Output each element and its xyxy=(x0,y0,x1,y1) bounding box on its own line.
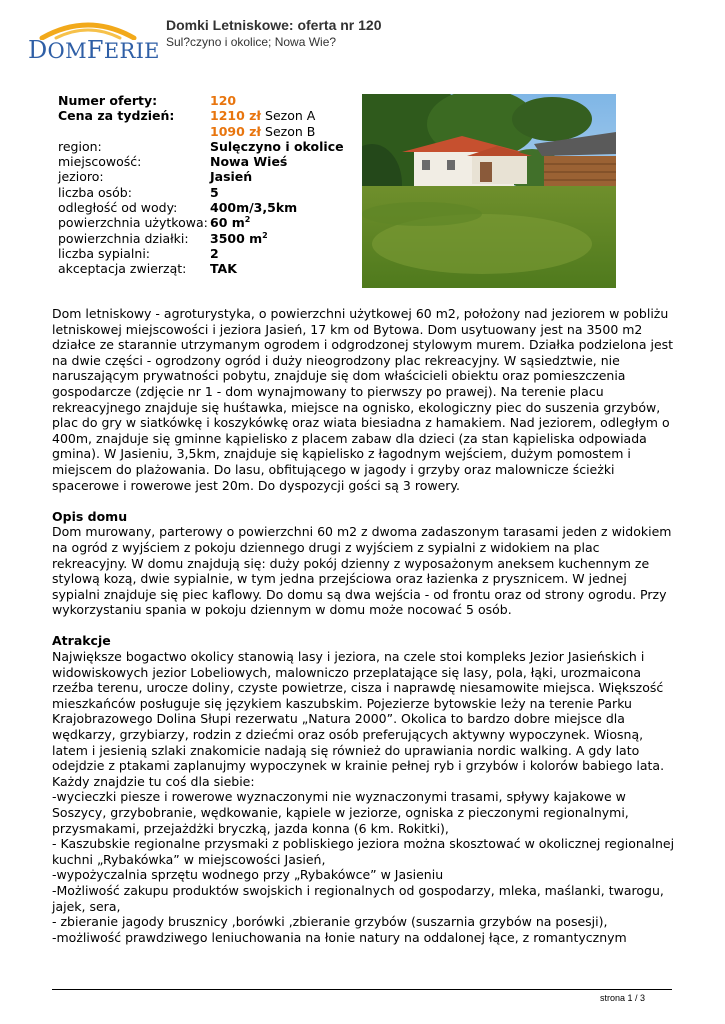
bedrooms-row xyxy=(58,246,344,261)
plot-area-label: powierzchnia działki: xyxy=(58,230,189,246)
persons-label: liczba osób: xyxy=(58,184,132,200)
season-a-label: Sezon A xyxy=(261,108,316,124)
price-label: Cena za tydzień: xyxy=(58,108,175,124)
region-value: Sulęczyno i okolice xyxy=(210,138,344,154)
document-title: Domki Letniskowe: oferta nr 120 xyxy=(166,17,382,33)
list-item: -Możliwość zakupu produktów swojskich i regionalnych od gospodarzy, mleka, maślanki, twarogu, jajek, sera, xyxy=(52,882,664,914)
attractions-section-heading: Atrakcje xyxy=(52,633,111,649)
town-value: Nowa Wieś xyxy=(210,154,288,170)
price-b-row xyxy=(58,124,344,139)
region-label: region: xyxy=(58,138,102,154)
document-subtitle: Sul?czyno i okolice; Nowa Wie? xyxy=(166,35,337,49)
intro-paragraph: Dom letniskowy - agroturystyka, o powierzchni użytkowej 60 m2, położony nad jeziorem w pobliżu letniskowej miejscowości i jeziora Jasień, 17 km od Bytowa. Dom usytuowany jest na 3500 m2 działce ze starannie utrzymanym ogrodem i odgrodzonej stylowym murem. Działka podzielona jest na dwie części - ogrodzony ogród i duży nieogrodzony plac rekreacyjny. W sąsiedztwie, nie naruszającym prywatności pobytu, znajduje się dom właścicieli obiektu oraz pomieszczenia gospodarcze (zdjęcie nr 1 - dom wynajmowany to pierwszy po prawej). Na terenie placu rekreacyjnego znajduje się huśtawka, miejsce na ognisko, ekologiczny piec do suszenia grzybów, plac do gry w siatkówkę i koszykówkę oraz wiata biesiadna z hamakiem. Nad jeziorem, odległym o 400m, znajduje się gminne kąpielisko z placem zabaw dla dzieci (za stan kąpieliska odpowiada gmina). W Jasieniu, 3,5km, znajduje się kąpielisko z łagodnym wejściem, dużym pomostem i miejscem do plażowania. Do lasu, obfitującego w jagody i grzyby oraz malownicze ścieżki spacerowe i rowerowe jest 20m. Do dyspozycji gości są 3 rowery. xyxy=(52,306,674,493)
house-paragraph: Dom murowany, parterowy o powierzchni 60 m2 z dwoma zadaszonym tarasami jeden z widokiem na ogród z wyjściem z pokoju dziennego drugi z wyjściem z sypialni z widokiem na plac rekreacyjny. W domu znajdują się: duży pokój dzienny z wyposażonym aneksem kuchennym ze stylową kozą, dwie sypialnie, w tym jedna przejściowa oraz łazienka z prysznicem. W jednej sypialni znajduje się piec kaflowy. Do domu są dwa wejścia - od frontu oraz od strony ogrodu. Przy wykorzystaniu spania w pokoju dziennym w domu może nocować 5 osób. xyxy=(52,524,672,618)
bedrooms-value: 2 xyxy=(210,245,219,261)
town-label: miejscowość: xyxy=(58,154,142,170)
offer-number-row xyxy=(58,93,344,108)
list-item: -wycieczki piesze i rowerowe wyznaczonymi nie wyznaczonymi trasami, spływy kajakowe w Soszycy, grzybobranie, wędkowanie, kąpiele w jeziorze, ogniska z pieczonymi regionalnymi, przysmakami, przejażdżki bryczką, jazda konna (6 km. Rokitki), xyxy=(52,789,629,836)
pets-label: akceptacja zwierząt: xyxy=(58,261,187,277)
lake-label: jezioro: xyxy=(58,169,104,185)
list-item: - zbieranie jagody brusznicy ,borówki ,zbieranie grzybów (suszarnia grzybów na posesji), xyxy=(52,914,608,930)
price-season-a: 1210 zł xyxy=(210,108,262,124)
page-number: strona 1 / 3 xyxy=(599,993,645,1003)
water-distance-value: 400m/3,5km xyxy=(210,200,298,216)
pets-value: TAK xyxy=(210,261,237,277)
offer-number-value: 120 xyxy=(210,93,237,108)
squared-superscript: 2 xyxy=(262,230,268,240)
pets-row xyxy=(58,261,344,276)
attractions-paragraph: Największe bogactwo okolicy stanowią lasy i jeziora, na czele stoi kompleks Jezior Jasieńskich i widowiskowych jezior Lobeliowych, malowniczo przeplatające się lasy, pola, łąki, urozmaicona rzeźba terenu, urocze doliny, czyste powietrze, cisza i naprawdę niesamowite miejsca. Większość mieszkańców posługuje się językiem kaszubskim. Pojezierze bytowskie leży na terenie Parku Krajobrazowego Dolina Słupi rezerwatu „Natura 2000”. Okolica to bardzo dobre miejsce dla wędkarzy, grzybiarzy, rodzin z dziećmi oraz osób preferujących aktywny wypoczynek. Wiosną, latem i jesienią szlaki znakomicie nadają się również do uprawiania nordic walking. A gdy lato odejdzie z ptakami zaplanujmy wypoczynek w krainie pełnej ryb i grzybów i kolorów babiego lata. xyxy=(52,649,665,774)
water-distance-row xyxy=(58,200,344,215)
persons-value: 5 xyxy=(210,184,219,200)
price-row xyxy=(58,108,344,123)
logo-wordmark: DOMFERIE xyxy=(28,36,160,64)
offer-number-label: Numer oferty: xyxy=(58,93,158,108)
usable-area-label: powierzchnia użytkowa: xyxy=(58,215,208,231)
offer-details xyxy=(58,93,344,277)
usable-area-row xyxy=(58,215,344,230)
list-item: - Kaszubskie regionalne przysmaki z pobliskiego jeziora można skosztować w okolicznej regionalnej kuchni „Rybakówka” w miejscowości Jasień, xyxy=(52,836,675,867)
price-season-b: 1090 zł xyxy=(210,123,262,139)
usable-area-value: 60 m xyxy=(210,215,245,231)
squared-superscript: 2 xyxy=(244,215,251,225)
list-intro: Każdy znajdzie tu coś dla siebie: xyxy=(52,773,255,789)
lake-value: Jasień xyxy=(210,169,253,185)
bedrooms-label: liczba sypialni: xyxy=(58,245,151,261)
offer-description xyxy=(52,306,677,945)
list-item: -możliwość prawdziwego leniuchowania na łonie natury na oddalonej łące, z romantycznym xyxy=(52,929,627,945)
town-row xyxy=(58,154,344,169)
list-item: -wypożyczalnia sprzętu wodnego przy „Rybakówce” w Jasieniu xyxy=(52,867,444,883)
persons-row xyxy=(58,185,344,200)
house-photo[interactable] xyxy=(362,94,616,288)
region-row xyxy=(58,139,344,154)
plot-area-row xyxy=(58,231,344,246)
lake-row xyxy=(58,169,344,184)
footer-divider xyxy=(52,989,672,990)
house-section-heading: Opis domu xyxy=(52,508,128,524)
water-distance-label: odległość od wody: xyxy=(58,200,178,216)
domferie-logo[interactable] xyxy=(28,16,160,66)
season-b-label: Sezon B xyxy=(261,123,316,139)
plot-area-value: 3500 m xyxy=(210,230,263,246)
